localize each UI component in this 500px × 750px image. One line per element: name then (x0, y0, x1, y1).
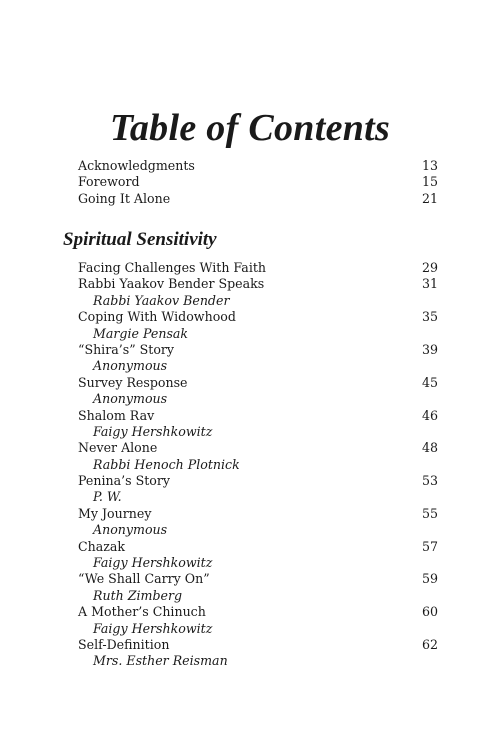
entry-page: 13 (421, 158, 438, 173)
toc-entry[interactable] (78, 260, 438, 276)
entry-author: Anonymous (93, 522, 168, 538)
section-entry-list (78, 260, 438, 670)
toc-entry[interactable] (78, 408, 438, 424)
entry-page: 60 (421, 604, 438, 620)
toc-entry[interactable] (78, 440, 438, 456)
entry-author: Mrs. Esther Reisman (93, 653, 228, 669)
entry-author: Faigy Hershkowitz (93, 620, 213, 636)
toc-entry[interactable] (78, 174, 438, 190)
entry-title: Facing Challenges With Faith (78, 260, 267, 275)
entry-author: Margie Pensak (93, 325, 189, 341)
toc-entry[interactable] (78, 158, 438, 174)
entry-title: “Shira’s” Story (78, 341, 175, 357)
entry-page: 35 (421, 309, 438, 325)
entry-title: Survey Response (78, 374, 188, 390)
toc-entry[interactable] (78, 637, 438, 653)
front-matter-list (78, 158, 438, 207)
entry-page: 55 (421, 505, 438, 521)
entry-author: Rabbi Henoch Plotnick (93, 456, 240, 472)
toc-entry[interactable] (78, 571, 438, 587)
entry-title: Shalom Rav (78, 407, 155, 423)
entry-title: Coping With Widowhood (78, 309, 236, 325)
entry-page: 39 (421, 341, 438, 357)
entry-author: Rabbi Yaakov Bender (93, 292, 230, 308)
toc-entry[interactable] (78, 276, 438, 292)
entry-author: Anonymous (93, 391, 168, 407)
toc-entry[interactable] (78, 604, 438, 620)
entry-title: Foreword (78, 174, 140, 190)
entry-title: A Mother’s Chinuch (78, 604, 206, 620)
entry-title: Acknowledgments (78, 158, 195, 173)
entry-author: Faigy Hershkowitz (93, 555, 213, 571)
entry-page: 57 (421, 538, 438, 554)
entry-author: Faigy Hershkowitz (93, 423, 213, 439)
entry-page: 62 (421, 636, 438, 652)
entry-page: 45 (421, 374, 438, 390)
toc-entry[interactable] (78, 342, 438, 358)
toc-entry[interactable] (78, 506, 438, 522)
entry-page: 21 (421, 190, 438, 206)
toc-entry[interactable] (78, 191, 438, 207)
entry-page: 31 (421, 276, 438, 292)
entry-title: Rabbi Yaakov Bender Speaks (78, 276, 265, 292)
toc-entry[interactable] (78, 473, 438, 489)
entry-page: 46 (421, 407, 438, 423)
entry-page: 59 (421, 571, 438, 587)
toc-entry[interactable] (78, 375, 438, 391)
toc-entry[interactable] (78, 539, 438, 555)
entry-title: Self-Definition (78, 636, 170, 652)
entry-page: 29 (421, 260, 438, 275)
entry-page: 15 (421, 174, 438, 190)
entry-title: My Journey (78, 505, 152, 521)
entry-title: “We Shall Carry On” (78, 571, 210, 587)
entry-title: Penina’s Story (78, 473, 170, 489)
entry-title: Going It Alone (78, 190, 171, 206)
entry-title: Chazak (78, 538, 126, 554)
entry-author: Ruth Zimberg (93, 587, 183, 603)
entry-page: 48 (421, 440, 438, 456)
toc-entry[interactable] (78, 309, 438, 325)
entry-author: Anonymous (93, 358, 168, 374)
entry-page: 53 (421, 473, 438, 489)
page-title: Table of Contents (109, 107, 391, 149)
entry-title: Never Alone (78, 440, 158, 456)
entry-author: P. W. (93, 489, 122, 505)
section-heading: Spiritual Sensitivity (63, 229, 217, 250)
